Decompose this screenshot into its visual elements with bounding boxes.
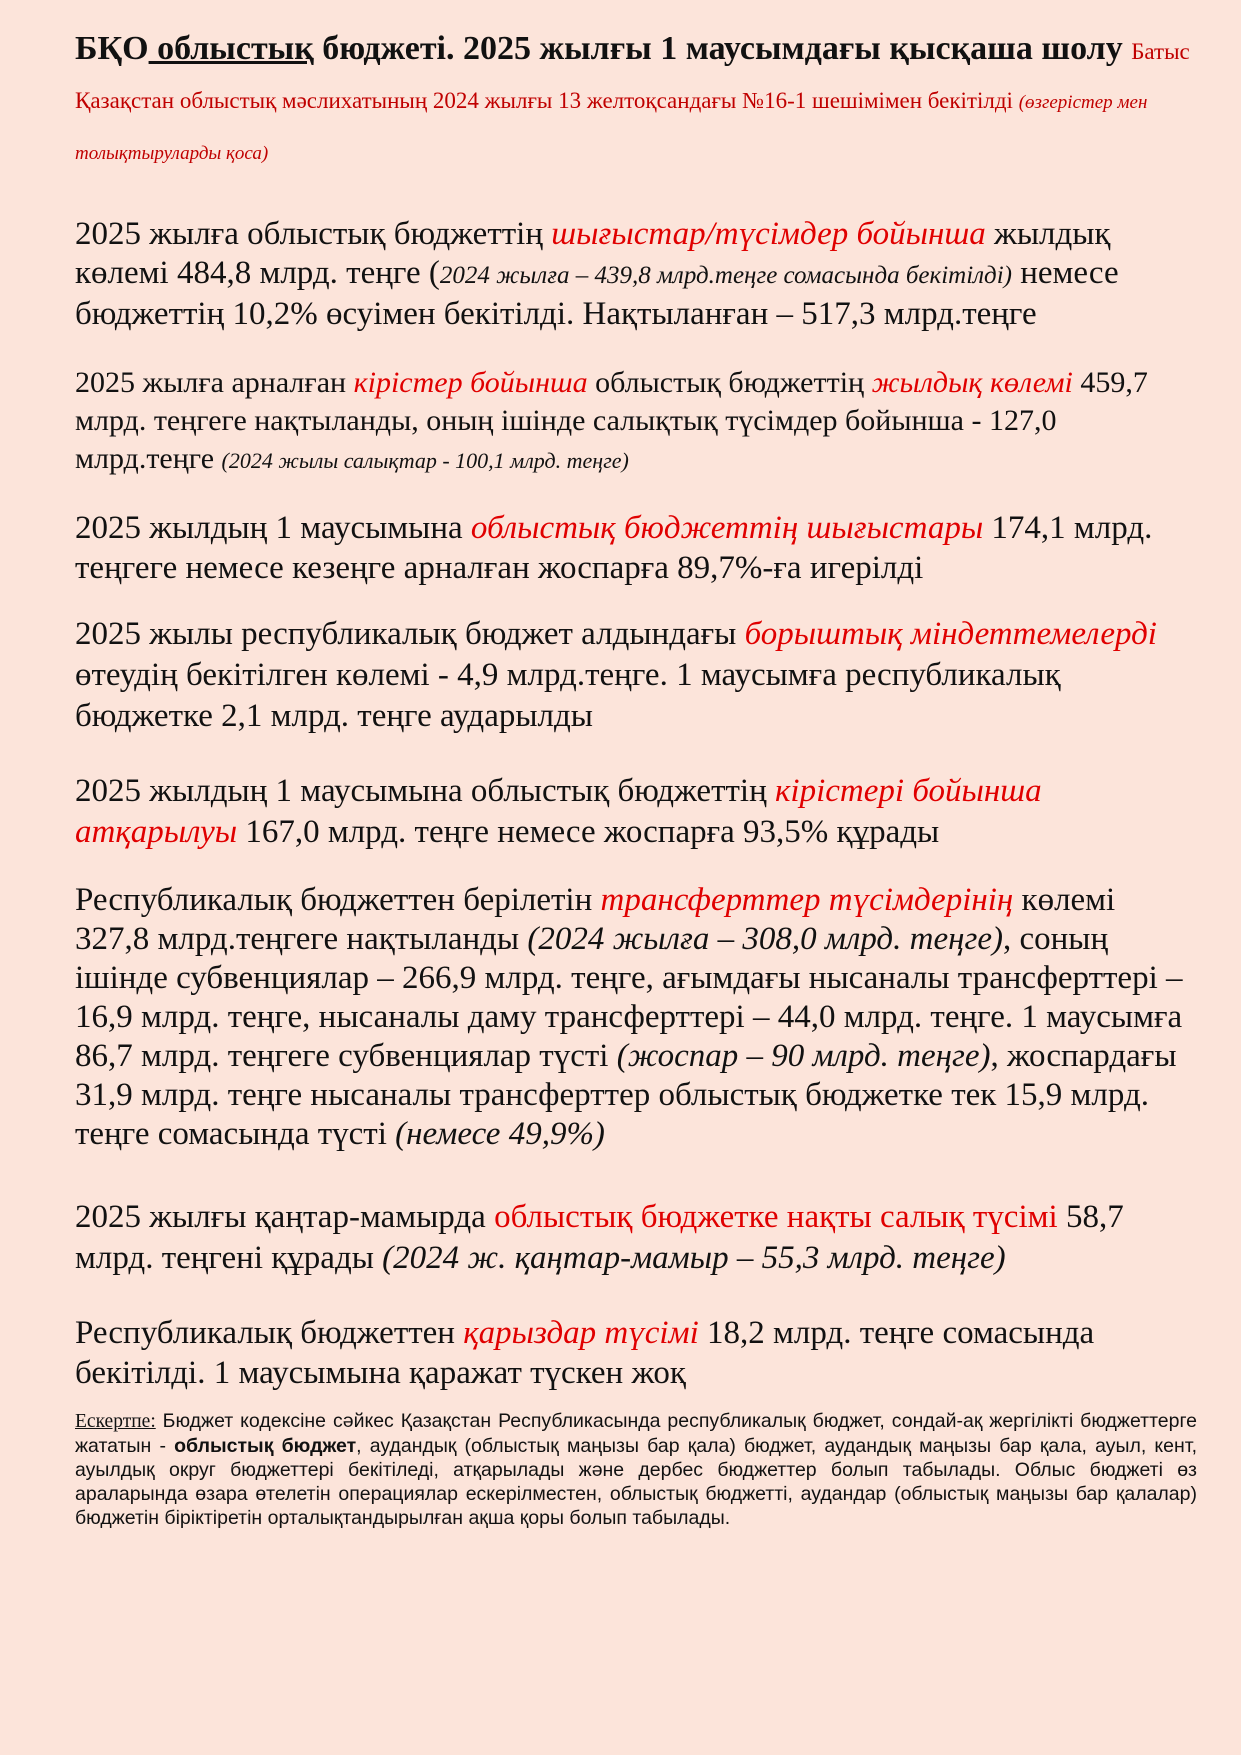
title-underlined: облыстық [148,30,314,67]
paragraph-revenue-volume: 2025 жылға арналған кірістер бойынша облыстық бюджеттің жылдық көлемі 459,7 млрд. теңгеге нақтыланды, оның ішінде салықтық түсімдер бойынша - 127,0 млрд.теңге (2024 жылы салықтар - 100,1 млрд. теңге) [75,366,1148,475]
approval-note: Батыс Қазақстан облыстық мәслихатының 2024 жылғы 13 желтоқсандағы №16-1 шешімімен бекітілді (өзгерістер мен толықтыруларды қоса) [75,39,1190,164]
paragraph-loans: Республикалық бюджеттен қарыздар түсімі 18,2 млрд. теңге сомасында бекітілді. 1 маусымына қаражат түскен жоқ [75,1315,1095,1391]
paragraph-revenue-execution: 2025 жылдың 1 маусымына облыстық бюджеттің кірістері бойынша атқарылуы 167,0 млрд. теңге немесе жоспарға 93,5% құрады [75,773,1042,850]
footnote: Ескертпе: Бюджет кодексіне сәйкес Қазақстан Республикасында республикалық бюджет, сондай-ақ жергілікті бюджеттерге жататын - облыстық бюджет, аудандық (облыстық маңызы бар қала) бюджет, аудандық маңызы бар қала, ауыл, кент, ауылдық округ бюджеттері бекітіледі, атқарылады және дербес бюджеттер болып табылады. Облыс бюджеті өз араларында өзара өтелетін операциялар ескерілместен, облыстық бюджетті, аудандар (облыстық маңызы бар қалалар) бюджетін біріктіретін орталықтандырылған ақша қоры болып табылады. [75,1410,1197,1529]
paragraph-expenditure-volume: 2025 жылға облыстық бюджеттің шығыстар/түсімдер бойынша жылдық көлемі 484,8 млрд. теңге (2024 жылға – 439,8 млрд.теңге сомасында бекітілді) немесе бюджеттің 10,2% өсуімен бекітілді. Нақтыланған – 517,3 млрд.теңге [75,216,1119,332]
paragraph-debt-obligations: 2025 жылы республикалық бюджет алдындағы борыштық міндеттемелерді өтеудің бекітілген көлемі - 4,9 млрд.теңге. 1 маусымға республикалық бюджетке 2,1 млрд. теңге аударылды [75,616,1157,734]
paragraph-expenditure-execution: 2025 жылдың 1 маусымына облыстық бюджеттің шығыстары 174,1 млрд. теңгеге немесе кезеңге арналған жоспарға 89,7%-ға игерілді [75,510,1153,586]
paragraph-transfers: Республикалық бюджеттен берілетін трансферттер түсімдерінің көлемі 327,8 млрд.теңгеге нақтыланды (2024 жылға – 308,0 млрд. теңге), соның ішінде субвенциялар – 266,9 млрд. теңге, ағымдағы нысаналы трансферттері – 16,9 млрд. теңге, нысаналы даму трансферттері – 44,0 млрд. теңге. 1 маусымға 86,7 млрд. теңгеге субвенциялар түсті (жоспар – 90 млрд. теңге), жоспардағы 31,9 млрд. теңге нысаналы трансферттер облыстық бюджетке тек 15,9 млрд. теңге сомасында түсті (немесе 49,9%) [75,882,1183,1152]
footnote-label: Ескертпе: [75,1411,156,1432]
page-title: БҚО облыстық бюджеті. 2025 жылғы 1 маусымдағы қысқаша шолу Батыс Қазақстан облыстық мәслихатының 2024 жылғы 13 желтоқсандағы №16-1 шешімімен бекітілді (өзгерістер мен толықтыруларды қоса) [75,30,1190,164]
paragraph-tax-receipts: 2025 жылғы қаңтар-мамырда облыстық бюджетке нақты салық түсімі 58,7 млрд. теңгені құрады (2024 ж. қаңтар-мамыр – 55,3 млрд. теңге) [75,1199,1124,1276]
